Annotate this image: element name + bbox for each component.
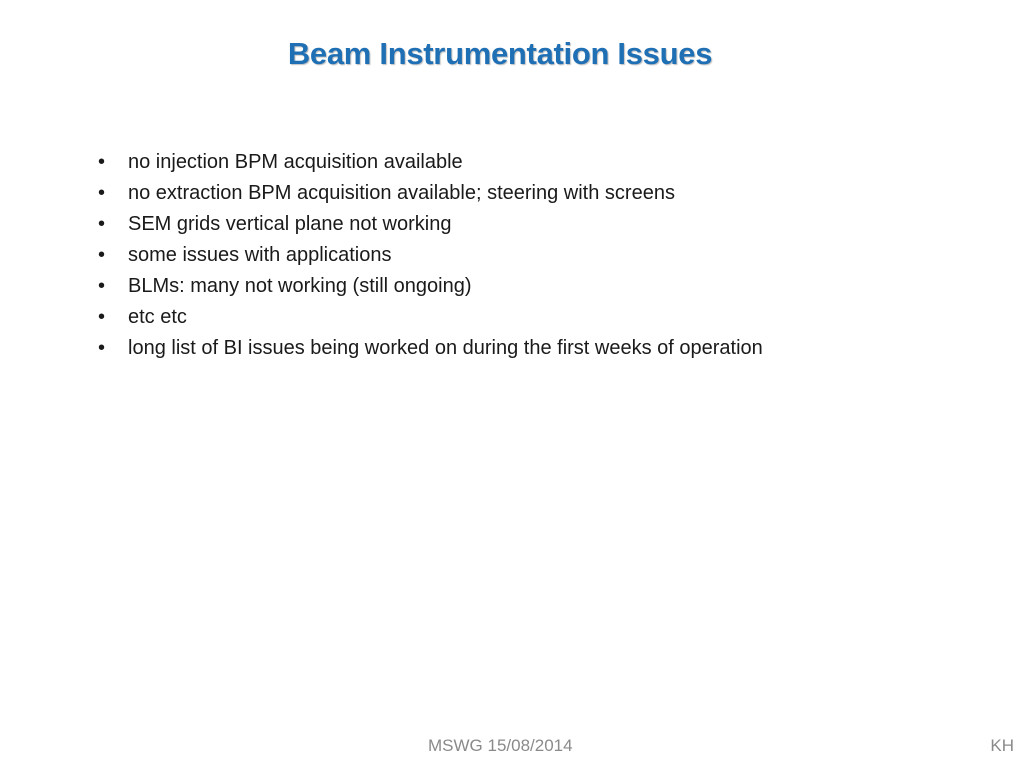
bullet-text: some issues with applications [128,244,392,266]
bullet-dot-icon: • [98,244,106,266]
list-item [98,147,763,178]
bullet-dot-icon: • [98,306,106,328]
slide-title: Beam Instrumentation Issues [287,36,713,71]
bullet-text: no injection BPM acquisition available [128,151,463,173]
list-item [98,271,763,302]
bullet-text: no extraction BPM acquisition available; steering with screens [128,182,675,204]
bullet-dot-icon: • [98,275,106,297]
bullet-text: etc etc [128,306,187,328]
bullet-dot-icon: • [98,151,106,173]
list-item [98,240,763,271]
list-item [98,302,763,333]
bullet-text: SEM grids vertical plane not working [128,213,452,235]
bullet-list [98,147,763,364]
list-item [98,209,763,240]
bullet-text: long list of BI issues being worked on during the first weeks of operation [128,337,763,359]
bullet-dot-icon: • [98,213,106,235]
list-item [98,178,763,209]
bullet-dot-icon: • [98,337,106,359]
bullet-text: BLMs: many not working (still ongoing) [128,275,472,297]
footer-date: MSWG 15/08/2014 [428,736,573,755]
bullet-dot-icon: • [98,182,106,204]
list-item [98,333,763,364]
footer-author-initials: KH [990,736,1014,755]
